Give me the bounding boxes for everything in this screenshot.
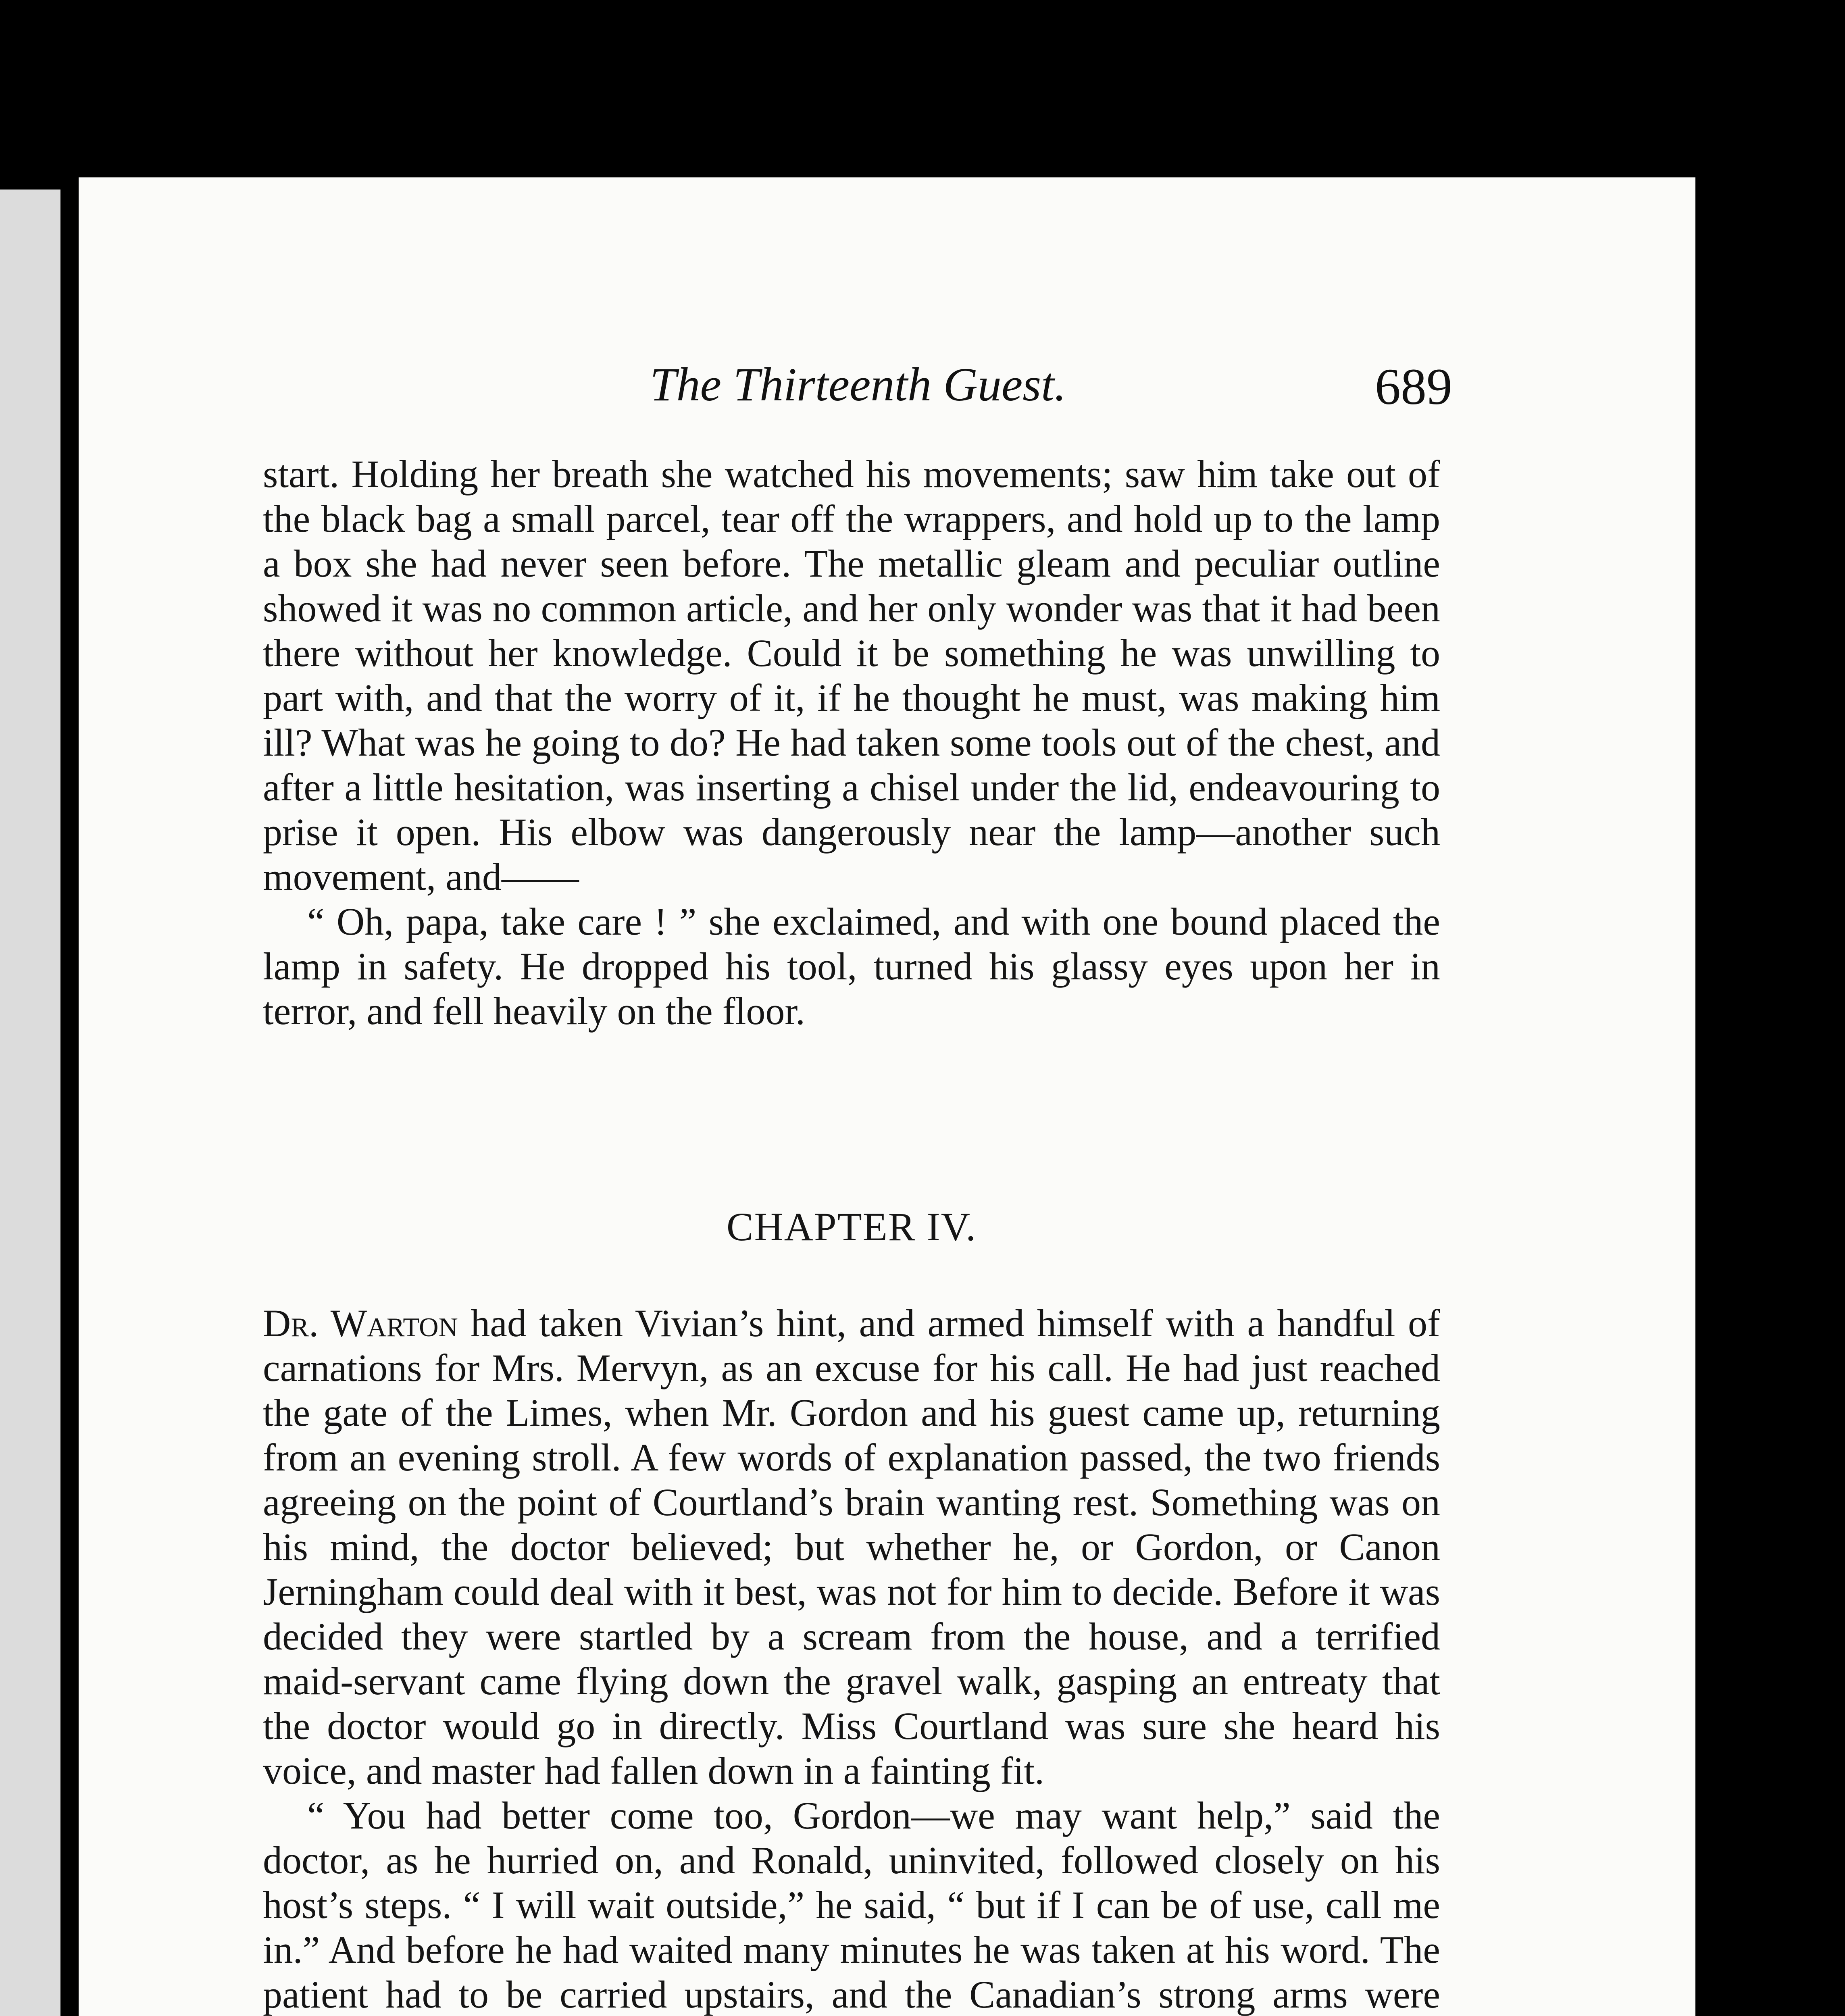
chapter-four-body <box>263 1301 1440 2016</box>
opening-text: had taken Vivian’s hint, and armed himself with a handful of carnations for Mrs. Mervyn, as an excuse for his call. He had just reached the gate of the Limes, when Mr. Gordon and his guest came up, returning from an evening stroll. A few words of explanation passed, the two friends agreeing on the point of Courtland’s brain wanting rest. Something was on his mind, the doctor believed; but whether he, or Gordon, or Canon Jerningham could deal with it best, was not for him to decide. Before it was decided they were startled by a scream from the house, and a terrified maid-servant came flying down the gravel walk, gasping an entreaty that the doctor would go in directly. Miss Courtland was sure she heard his voice, and master had fallen down in a fainting fit. <box>263 1302 1440 1792</box>
paragraph: “ Oh, papa, take care ! ” she exclaimed, and with one bound placed the lamp in safety. He dropped his tool, turned his glassy eyes upon her in terror, and fell heavily on the floor. <box>263 900 1440 1033</box>
paragraph: “ You had better come too, Gordon—we may want help,” said the doctor, as he hurried on, and Ronald, uninvited, followed closely on his host’s steps. “ I will wait outside,” he said, “ but if I can be of use, call me in.” And before he had waited many minutes he was taken at his word. The patient had to be carried upstairs, and the Canadian’s strong arms were <box>263 1794 1440 2016</box>
running-title: The Thirteenth Guest. <box>650 358 1066 411</box>
paragraph: start. Holding her breath she watched his movements; saw him take out of the black bag a small parcel, tear off the wrappers, and hold up to the lamp a box she had never seen before. The metallic gleam and peculiar outline showed it was no common article, and her only wonder was that it had been there without her knowledge. Could it be something he was unwilling to part with, and that the worry of it, if he thought he must, was making him ill? What was he going to do? He had taken some tools out of the chest, and after a little hesitation, was inserting a chisel under the lid, endeavouring to prise it open. His elbow was dangerously near the lamp—another such movement, and—— <box>263 452 1440 898</box>
page-number: 689 <box>1375 358 1452 415</box>
facing-page-edge <box>0 190 60 2016</box>
opening-paragraph <box>263 1301 1440 1793</box>
opening-smallcaps: Dr. Warton <box>263 1302 458 1345</box>
chapter-three-ending <box>263 452 1440 1033</box>
chapter-heading: CHAPTER IV. <box>726 1204 977 1249</box>
